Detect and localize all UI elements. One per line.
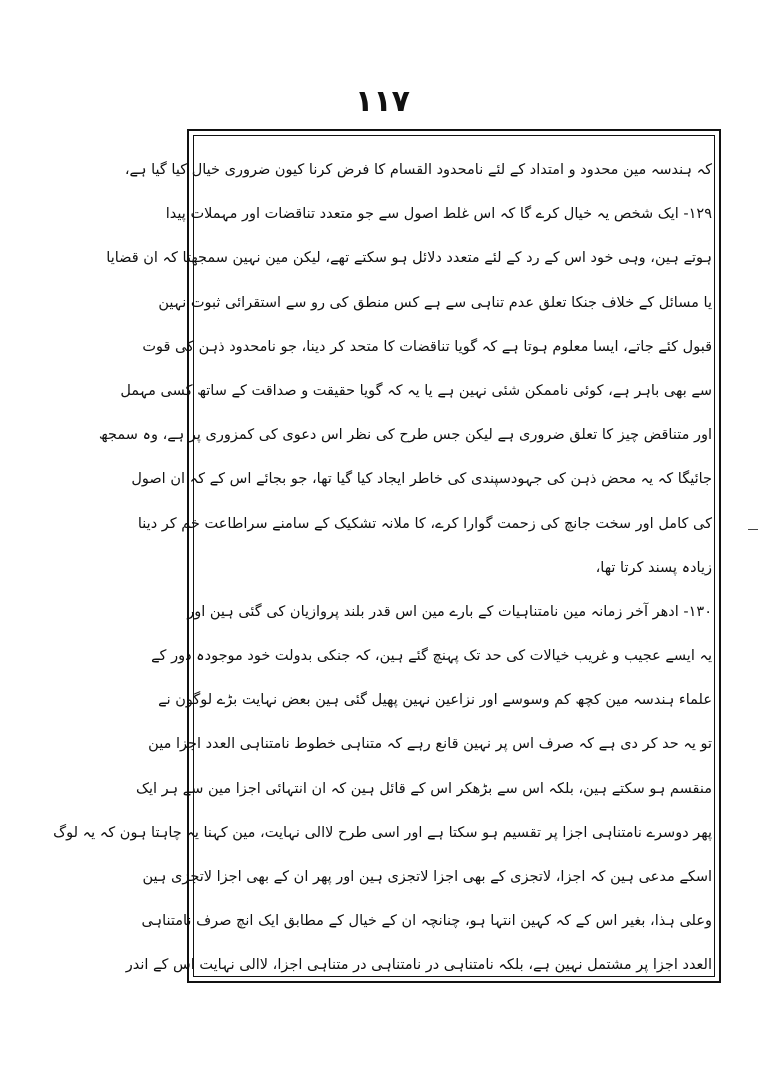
- text-line: سے بھی باہر ہے، کوئی ناممکن شئی نہین ہے یا یہ کہ گویا حقیقت و صداقت کے ساتھ کسی مہمل: [120, 382, 712, 399]
- text-line: ۱۳۰- ادھر آخر زمانہ مین نامتناہیات کے بارے مین اس قدر بلند پروازیان کی گئی ہین اور: [187, 603, 712, 620]
- page-number: ١١٧: [355, 84, 410, 119]
- text-line: کی کامل اور سخت جانچ کی زحمت گوارا کرے، کا ملانہ تشکیک کے سامنے سراطاعت خم کر دینا: [137, 515, 712, 532]
- text-line: یا مسائل کے خلاف جنکا تعلق عدم تناہی سے ہے کس منطق کی رو سے استقرائی ثبوت نہین: [158, 294, 712, 311]
- text-line: ۱۲۹- ایک شخص یہ خیال کرے گا کہ اس غلط اصول سے جو متعدد تناقضات اور مہملات پیدا: [165, 206, 712, 223]
- text-line: کہ ہندسہ مین محدود و امتداد کے لئے نامحدود القسام کا فرض کرنا کیون ضروری خیال کیا گیا ہے،: [124, 162, 712, 178]
- text-line: اسکے مدعی ہین کہ اجزا، لاتجزی کے بھی اجزا لاتجزی ہین اور پھر ان کے بھی اجزا لاتجزی ہین: [142, 869, 712, 885]
- margin-mark: [748, 529, 758, 530]
- text-line: العدد اجزا پر مشتمل نہین ہے، بلکہ نامتناہی در نامتناہی در متناہی اجزا، لاالی نہایت اس کے اندر: [125, 957, 712, 974]
- text-line: قبول کئے جاتے، ایسا معلوم ہوتا ہے کہ گویا تناقضات کا متحد کر دینا، جو نامحدود ذہن کی قوت: [142, 338, 712, 355]
- text-line: جائیگا کہ یہ محض ذہن کی جہودسپندی کی خاطر ایجاد کیا گیا تھا، جو بجائے اس کے کہ ان اصول: [131, 471, 712, 488]
- text-line: تو یہ حد کر دی ہے کہ صرف اس پر نہین قانع رہے کہ متناہی خطوط نامتناہی العدد اجزا مین: [148, 736, 712, 753]
- text-line: یہ ایسے عجیب و غریب خیالات کی حد تک پہنچ گئے ہین، کہ جنکی بدولت خود موجودہ دور کے: [151, 648, 712, 665]
- text-line: علماء ہندسہ مین کچھ کم وسوسے اور نزاعین نہین پھیل گئی ہین بعض نہایت بڑے لوگون نے: [158, 692, 712, 709]
- text-line: ہوتے ہین، وہی خود اس کے رد کے لئے متعدد دلائل ہو سکتے تھے، لیکن مین نہین سمجھتا کہ ان قضایا: [106, 250, 712, 267]
- body-text: [53, 148, 712, 988]
- text-line: پھر دوسرے نامتناہی اجزا پر تقسیم ہو سکتا ہے اور اسی طرح لاالی نہایت، مین کہنا یہ چاہتا ہون کہ یہ لوگ: [53, 824, 712, 841]
- text-line: وعلی ہذا، بغیر اس کے کہ کہین انتہا ہو، چنانچہ ان کے خیال کے مطابق ایک انچ صرف نامتناہی: [141, 913, 712, 930]
- text-line: اور متناقض چیز کا تعلق ضروری ہے لیکن جس طرح کی نظر اس دعوی کی کمزوری پر ہے، وہ سمجھ: [98, 427, 712, 444]
- text-line: منقسم ہو سکتے ہین، بلکہ اس سے بڑھکر اس کے قائل ہین کہ ان انتہائی اجزا مین سے ہر ایک: [136, 780, 712, 797]
- text-line: زیادہ پسند کرتا تھا،: [595, 559, 712, 576]
